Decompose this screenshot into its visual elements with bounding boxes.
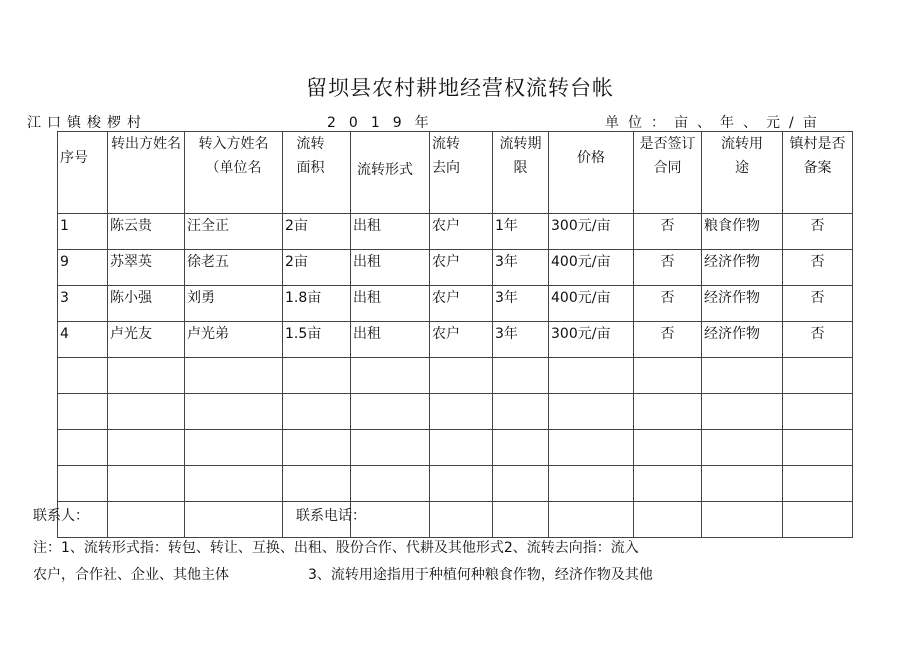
cell-use: 经济作物	[702, 250, 783, 286]
cell-area: 2亩	[283, 250, 351, 286]
cell-price: 400元/亩	[549, 250, 634, 286]
cell-direction: 农户	[430, 322, 493, 358]
cell-contract: 否	[634, 322, 702, 358]
cell-transferor: 陈小强	[108, 286, 185, 322]
year-label: 2019年	[327, 115, 442, 131]
header-contract: 是否签订合同	[634, 132, 702, 214]
table-row	[58, 286, 853, 322]
cell-contract: 否	[634, 214, 702, 250]
cell-use: 经济作物	[702, 286, 783, 322]
cell-area: 1.8亩	[283, 286, 351, 322]
cell-area: 1.5亩	[283, 322, 351, 358]
unit-label: 单位：亩、年、元/亩	[605, 115, 826, 131]
cell-form: 出租	[351, 250, 430, 286]
empty-row	[58, 466, 853, 502]
cell-seq: 9	[58, 250, 108, 286]
header-price: 价格	[549, 132, 634, 214]
header-term: 流转期限	[493, 132, 549, 214]
cell-form: 出租	[351, 286, 430, 322]
cell-use: 粮食作物	[702, 214, 783, 250]
header-form: 流转形式	[351, 132, 430, 214]
cell-seq: 1	[58, 214, 108, 250]
cell-transferee: 徐老五	[185, 250, 283, 286]
cell-filed: 否	[783, 322, 853, 358]
contact-phone-label: 联系电话：	[296, 508, 366, 524]
note-line-2b: 3、流转用途指用于种植何种粮食作物，经济作物及其他	[308, 567, 653, 583]
note-line-1: 注：1、流转形式指：转包、转让、互换、出租、股份合作、代耕及其他形式2、流转去向指：流入	[33, 540, 639, 556]
cell-term: 1年	[493, 214, 549, 250]
table-row	[58, 250, 853, 286]
cell-direction: 农户	[430, 286, 493, 322]
empty-row	[58, 502, 853, 538]
table-row	[58, 322, 853, 358]
empty-row	[58, 358, 853, 394]
page-title: 留坝县农村耕地经营权流转台帐	[306, 76, 614, 100]
cell-direction: 农户	[430, 214, 493, 250]
cell-term: 3年	[493, 322, 549, 358]
empty-row	[58, 394, 853, 430]
cell-transferor: 卢光友	[108, 322, 185, 358]
table-row	[58, 214, 853, 250]
cell-filed: 否	[783, 286, 853, 322]
cell-form: 出租	[351, 322, 430, 358]
cell-price: 300元/亩	[549, 214, 634, 250]
location-label: 江口镇梭椤村	[27, 115, 147, 131]
header-area: 流转面积	[283, 132, 351, 214]
cell-transferor: 陈云贵	[108, 214, 185, 250]
header-seq: 序号	[58, 132, 108, 214]
header-transferor: 转出方姓名	[108, 132, 185, 214]
cell-price: 400元/亩	[549, 286, 634, 322]
cell-use: 经济作物	[702, 322, 783, 358]
transfer-ledger-table	[57, 131, 853, 538]
cell-price: 300元/亩	[549, 322, 634, 358]
header-use: 流转用途	[702, 132, 783, 214]
cell-contract: 否	[634, 286, 702, 322]
header-direction: 流转去向	[430, 132, 493, 214]
cell-transferee: 汪全正	[185, 214, 283, 250]
cell-filed: 否	[783, 214, 853, 250]
cell-seq: 3	[58, 286, 108, 322]
cell-transferee: 刘勇	[185, 286, 283, 322]
empty-row	[58, 430, 853, 466]
cell-area: 2亩	[283, 214, 351, 250]
header-transferee: 转入方姓名（单位名	[185, 132, 283, 214]
cell-term: 3年	[493, 286, 549, 322]
cell-filed: 否	[783, 250, 853, 286]
table-header-row	[58, 132, 853, 214]
cell-term: 3年	[493, 250, 549, 286]
cell-direction: 农户	[430, 250, 493, 286]
cell-form: 出租	[351, 214, 430, 250]
note-line-2a: 农户，合作社、企业、其他主体	[33, 567, 229, 583]
header-filed: 镇村是否备案	[783, 132, 853, 214]
cell-transferee: 卢光弟	[185, 322, 283, 358]
cell-transferor: 苏翠英	[108, 250, 185, 286]
cell-contract: 否	[634, 250, 702, 286]
cell-seq: 4	[58, 322, 108, 358]
contact-person-label: 联系人：	[33, 508, 89, 524]
